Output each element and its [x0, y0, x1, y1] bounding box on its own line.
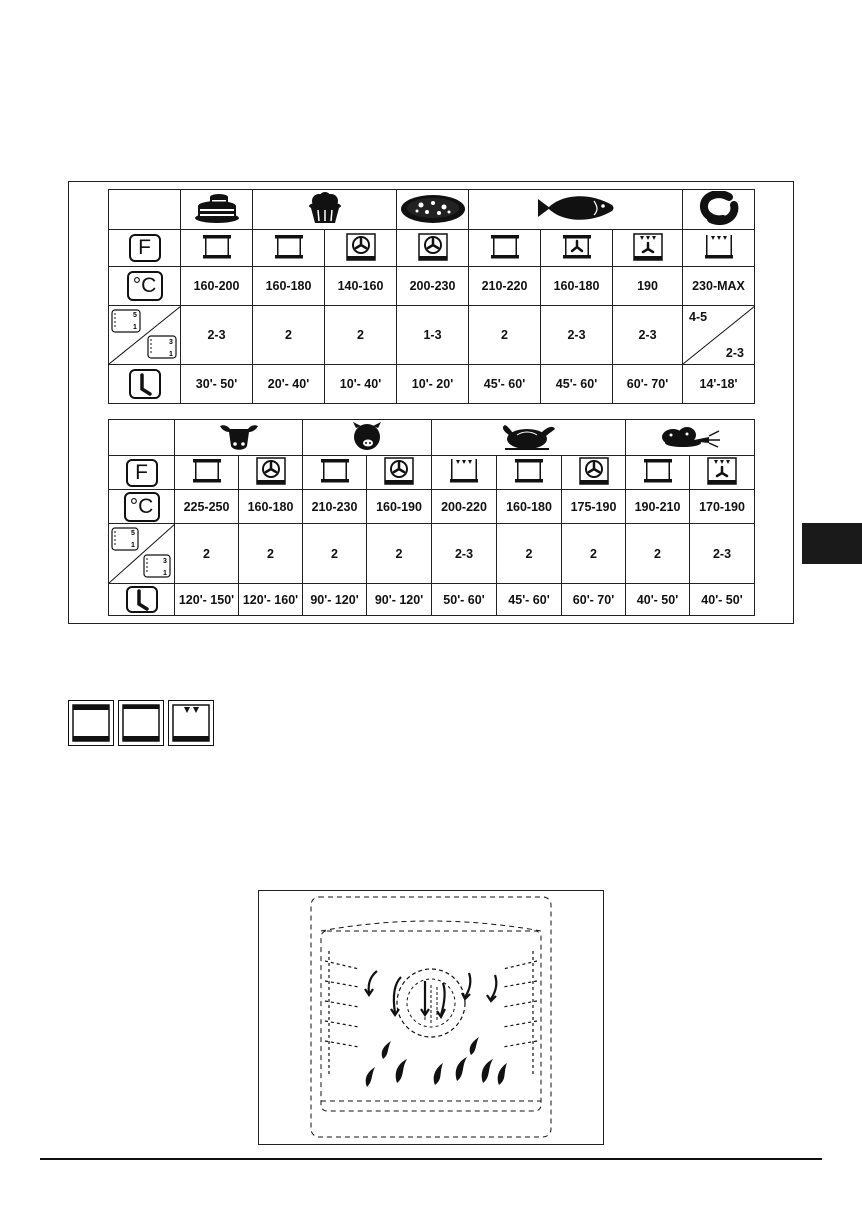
function-cell	[253, 230, 325, 267]
pizza-icon	[399, 191, 467, 225]
time-cell: 10'- 20'	[397, 365, 469, 404]
fan-bottom-icon	[562, 233, 592, 261]
temperature-cell: 160-190	[367, 490, 432, 524]
static-oven-icon	[202, 233, 232, 261]
temperature-cell: 225-250	[175, 490, 239, 524]
grill-fan-icon	[633, 233, 663, 261]
clock-hand-icon	[128, 588, 156, 611]
function-row	[109, 230, 755, 267]
shelf-level-symbol	[109, 524, 174, 583]
food-row	[109, 190, 755, 230]
beef-icon	[218, 420, 260, 452]
corner-cell	[109, 420, 175, 456]
clock-symbol	[129, 369, 161, 399]
function-label-cell	[109, 230, 181, 267]
time-cell: 50'- 60'	[432, 584, 497, 616]
time-row	[109, 584, 755, 616]
level-cell: 2	[303, 524, 367, 584]
time-cell: 10'- 40'	[325, 365, 397, 404]
clock-hand-icon	[131, 371, 159, 397]
function-cell	[562, 456, 626, 490]
oven-airflow-diagram	[259, 891, 603, 1144]
time-cell: 14'-18'	[683, 365, 755, 404]
level-top: 4-5	[689, 310, 708, 324]
fan-oven-icon	[384, 457, 414, 485]
function-cell	[181, 230, 253, 267]
grill-icon	[449, 457, 479, 485]
level-cell: 2	[239, 524, 303, 584]
grill-icon	[704, 233, 734, 261]
static-oven-icon	[192, 457, 222, 485]
shelf-level-label-cell	[109, 524, 175, 584]
level-cell: 2	[175, 524, 239, 584]
time-cell: 60'- 70'	[562, 584, 626, 616]
shelf-level-row	[109, 524, 755, 584]
temperature-symbol: °C	[127, 271, 163, 301]
time-cell: 90'- 120'	[303, 584, 367, 616]
level-cell-split	[683, 306, 755, 365]
temperature-cell: 160-180	[497, 490, 562, 524]
time-cell: 120'- 160'	[239, 584, 303, 616]
top-bottom-heat-icon-2	[119, 701, 164, 746]
time-cell: 20'- 40'	[253, 365, 325, 404]
level-cell: 2	[325, 306, 397, 365]
temperature-cell: 190	[613, 267, 683, 306]
level-cell: 1-3	[397, 306, 469, 365]
function-cell	[432, 456, 497, 490]
level-cell: 2-3	[432, 524, 497, 584]
function-cell	[541, 230, 613, 267]
time-cell: 30'- 50'	[181, 365, 253, 404]
function-cell	[497, 456, 562, 490]
heat-flames	[366, 1037, 507, 1087]
level-bottom: 2-3	[725, 346, 744, 360]
pork-icon	[349, 420, 385, 452]
level-cell: 2	[562, 524, 626, 584]
cooking-table-2	[108, 419, 755, 616]
grill-fan-icon	[707, 457, 737, 485]
time-cell: 45'- 60'	[497, 584, 562, 616]
temperature-cell: 210-220	[469, 267, 541, 306]
level-cell: 2	[626, 524, 690, 584]
temperature-label-cell	[109, 490, 175, 524]
shelf-top-a: 5	[133, 312, 137, 319]
shelf-level-label-cell	[109, 306, 181, 365]
footer-rule	[40, 1158, 822, 1160]
static-oven-icon	[643, 457, 673, 485]
function-cell	[626, 456, 690, 490]
shelf-top-b: 1	[133, 324, 137, 331]
food-cell-beef	[175, 420, 303, 456]
oven-diagram-frame	[258, 890, 604, 1145]
temperature-cell: 200-230	[397, 267, 469, 306]
top-bottom-heat-icon	[69, 701, 114, 746]
food-cell-pizza	[397, 190, 469, 230]
temperature-row	[109, 267, 755, 306]
function-symbol: F	[126, 459, 158, 487]
temperature-cell: 160-180	[253, 267, 325, 306]
cooking-table-1	[108, 189, 755, 404]
shelf-bot-a: 3	[169, 339, 173, 346]
temperature-cell: 200-220	[432, 490, 497, 524]
time-cell: 40'- 50'	[690, 584, 755, 616]
temperature-cell: 160-180	[541, 267, 613, 306]
temperature-cell: 160-200	[181, 267, 253, 306]
grill-bottom-icon	[169, 701, 214, 746]
function-cell	[613, 230, 683, 267]
level-cell: 2-3	[613, 306, 683, 365]
food-cell-fish	[469, 190, 683, 230]
food-cell-muffin	[253, 190, 397, 230]
shelf-bot-b: 1	[163, 570, 167, 577]
food-row	[109, 420, 755, 456]
temperature-label-cell	[109, 267, 181, 306]
function-cell	[690, 456, 755, 490]
vegetables-icon	[659, 421, 721, 451]
temperature-cell: 170-190	[690, 490, 755, 524]
shelf-level-row	[109, 306, 755, 365]
muffin-icon	[305, 191, 345, 225]
function-row	[109, 456, 755, 490]
temperature-row	[109, 490, 755, 524]
food-cell-cake	[181, 190, 253, 230]
temperature-cell: 230-MAX	[683, 267, 755, 306]
temperature-cell: 190-210	[626, 490, 690, 524]
shelf-level-symbol	[109, 306, 180, 364]
corner-cell	[109, 190, 181, 230]
time-label-cell	[109, 365, 181, 404]
shelf-bot-a: 3	[163, 558, 167, 565]
function-cell	[683, 230, 755, 267]
temperature-cell: 210-230	[303, 490, 367, 524]
food-cell-chicken	[432, 420, 626, 456]
shelf-bot-b: 1	[169, 351, 173, 358]
time-cell: 120'- 150'	[175, 584, 239, 616]
layer-cake-icon	[192, 191, 242, 225]
time-cell: 90'- 120'	[367, 584, 432, 616]
function-cell	[239, 456, 303, 490]
function-symbol: F	[129, 234, 161, 262]
clock-symbol	[126, 586, 158, 613]
temperature-symbol: °C	[124, 492, 160, 522]
time-cell: 60'- 70'	[613, 365, 683, 404]
level-cell: 2-3	[181, 306, 253, 365]
fan-oven-icon	[418, 233, 448, 261]
static-oven-icon	[490, 233, 520, 261]
static-oven-icon	[514, 457, 544, 485]
section-tab	[802, 523, 862, 564]
function-cell	[175, 456, 239, 490]
temperature-cell: 175-190	[562, 490, 626, 524]
time-row	[109, 365, 755, 404]
function-cell	[325, 230, 397, 267]
function-cell	[397, 230, 469, 267]
time-label-cell	[109, 584, 175, 616]
static-oven-icon	[320, 457, 350, 485]
fan-oven-icon	[346, 233, 376, 261]
food-cell-sausage	[683, 190, 755, 230]
level-cell: 2-3	[541, 306, 613, 365]
time-cell: 45'- 60'	[469, 365, 541, 404]
function-label-cell	[109, 456, 175, 490]
function-cell	[469, 230, 541, 267]
fan-oven-icon	[579, 457, 609, 485]
fan-oven-icon	[256, 457, 286, 485]
function-icons-group	[68, 700, 214, 746]
fish-icon	[536, 193, 616, 223]
level-cell: 2	[253, 306, 325, 365]
level-cell: 2-3	[690, 524, 755, 584]
time-cell: 40'- 50'	[626, 584, 690, 616]
time-cell: 45'- 60'	[541, 365, 613, 404]
static-oven-icon	[274, 233, 304, 261]
food-cell-vegetables	[626, 420, 755, 456]
level-cell: 2	[469, 306, 541, 365]
shelf-top-a: 5	[131, 530, 135, 537]
function-cell	[303, 456, 367, 490]
sausage-icon	[699, 191, 739, 225]
level-cell: 2	[497, 524, 562, 584]
shelf-top-b: 1	[131, 542, 135, 549]
temperature-cell: 140-160	[325, 267, 397, 306]
chicken-icon	[501, 421, 557, 451]
temperature-cell: 160-180	[239, 490, 303, 524]
food-cell-pork	[303, 420, 432, 456]
level-cell: 2	[367, 524, 432, 584]
function-cell	[367, 456, 432, 490]
